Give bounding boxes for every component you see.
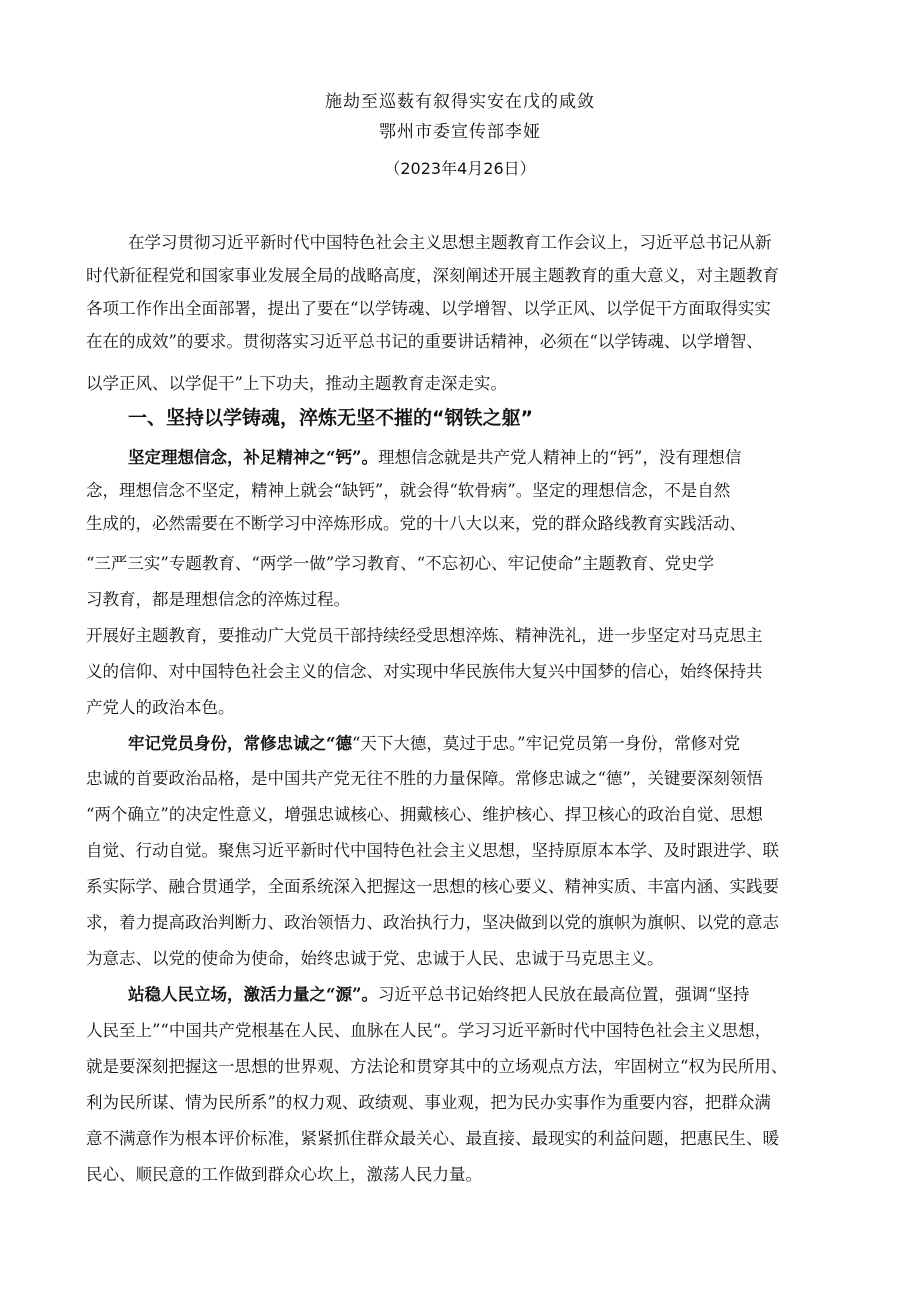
paragraph-line: 意不满意作为根本评价标准，紧紧抓住群众最关心、最直接、最现实的利益问题，把惠民生、暖 bbox=[86, 1129, 779, 1148]
document-title: 施劫至巡薮有叙得实安在戊的咸敛 bbox=[325, 92, 595, 112]
paragraph-line: 开展好主题教育，要推动广大党员干部持续经受思想淬炼、精神洗礼，进一步坚定对马克思主 bbox=[86, 626, 763, 645]
paragraph-line: 念，理想信念不坚定，精神上就会“缺钙”，就会得“软骨病”。坚定的理想信念，不是自然 bbox=[86, 481, 731, 500]
paragraph-line: 忠诚的首要政治品格，是中国共产党无往不胜的力量保障。常修忠诚之“德”，关键要深刻领悟 bbox=[86, 769, 763, 788]
paragraph-line bbox=[128, 734, 740, 754]
paragraph-line bbox=[128, 985, 749, 1005]
paragraph-line: 为意志、以党的使命为使命，始终忠诚于党、忠诚于人民、忠诚于马克思主义。 bbox=[86, 949, 664, 968]
paragraph-line: 系实际学、融合贯通学，全面系统深入把握这一思想的核心要义、精神实质、丰富内涵、实践要 bbox=[86, 877, 779, 896]
paragraph-line: 生成的，必然需要在不断学习中淬炼形成。党的十八大以来，党的群众路线教育实践活动、 bbox=[86, 514, 746, 533]
paragraph-line: 义的信仰、对中国特色社会主义的信念、对实现中华民族伟大复兴中国梦的信心，始终保持共 bbox=[86, 662, 763, 681]
paragraph-lead: 坚定理想信念，补足精神之“钙”。 bbox=[128, 448, 378, 467]
paragraph-line: 在在的成效”的要求。贯彻落实习近平总书记的重要讲话精神，必须在“以学铸魂、以学增智、 bbox=[86, 332, 763, 351]
paragraph-line: 就是要深刻把握这一思想的世界观、方法论和贯穿其中的立场观点方法，牢固树立“权为民所用、 bbox=[86, 1057, 788, 1076]
section-heading: 一、坚持以学铸魂，淬炼无坚不摧的“钢铁之躯” bbox=[128, 407, 533, 429]
paragraph-line: 民心、顺民意的工作做到群众心坎上，激荡人民力量。 bbox=[86, 1165, 482, 1184]
paragraph-line: “三严三实”专题教育、“两学一做”学习教育、“不忘初心、牢记使命”主题教育、党史学 bbox=[86, 554, 715, 573]
paragraph-line: 自觉、行动自觉。聚焦习近平新时代中国特色社会主义思想，坚持原原本本学、及时跟进学、联 bbox=[86, 841, 779, 860]
paragraph-line bbox=[128, 448, 741, 468]
paragraph-lead: 牢记党员身份，常修忠诚之“德 bbox=[128, 734, 352, 753]
paragraph-line: 在学习贯彻习近平新时代中国特色社会主义思想主题教育工作会议上，习近平总书记从新 bbox=[128, 233, 772, 252]
paragraph-line: 求，着力提高政治判断力、政治领悟力、政治执行力，坚决做到以党的旗帜为旗帜、以党的意志 bbox=[86, 913, 779, 932]
paragraph-lead: 站稳人民立场，激活力量之“源”。 bbox=[128, 985, 378, 1004]
paragraph-line: “两个确立”的决定性意义，增强忠诚核心、拥戴核心、维护核心、捍卫核心的政治自觉、思想 bbox=[86, 805, 763, 824]
paragraph-text: “天下大德，莫过于忠。”牢记党员第一身份，常修对党 bbox=[352, 734, 741, 753]
paragraph-line: 利为民所谋、情为民所系”的权力观、政绩观、事业观，把为民办实事作为重要内容，把群众满 bbox=[86, 1093, 771, 1112]
paragraph-line: 产党人的政治本色。 bbox=[86, 698, 235, 717]
document-date: （2023年4月26日） bbox=[384, 159, 536, 178]
paragraph-line: 各项工作作出全面部署，提出了要在“以学铸魂、以学增智、以学正风、以学促干方面取得实实 bbox=[86, 299, 771, 318]
document-author: 鄂州市委宣传部李娅 bbox=[379, 122, 541, 142]
paragraph-line: 习教育，都是理想信念的淬炼过程。 bbox=[86, 590, 350, 609]
paragraph-text: 习近平总书记始终把人民放在最高位置，强调“坚持 bbox=[377, 985, 750, 1004]
paragraph-line: 人民至上”“中国共产党根基在人民、血脉在人民“。学习习近平新时代中国特色社会主义思想， bbox=[86, 1021, 772, 1040]
paragraph-line: 时代新征程党和国家事业发展全局的战略高度，深刻阐述开展主题教育的重大意义，对主题教育 bbox=[86, 266, 779, 285]
paragraph-line: 以学正风、以学促干”上下功夫，推动主题教育走深走实。 bbox=[86, 374, 507, 393]
paragraph-text: 理想信念就是共产党人精神上的“钙”，没有理想信 bbox=[377, 448, 742, 467]
